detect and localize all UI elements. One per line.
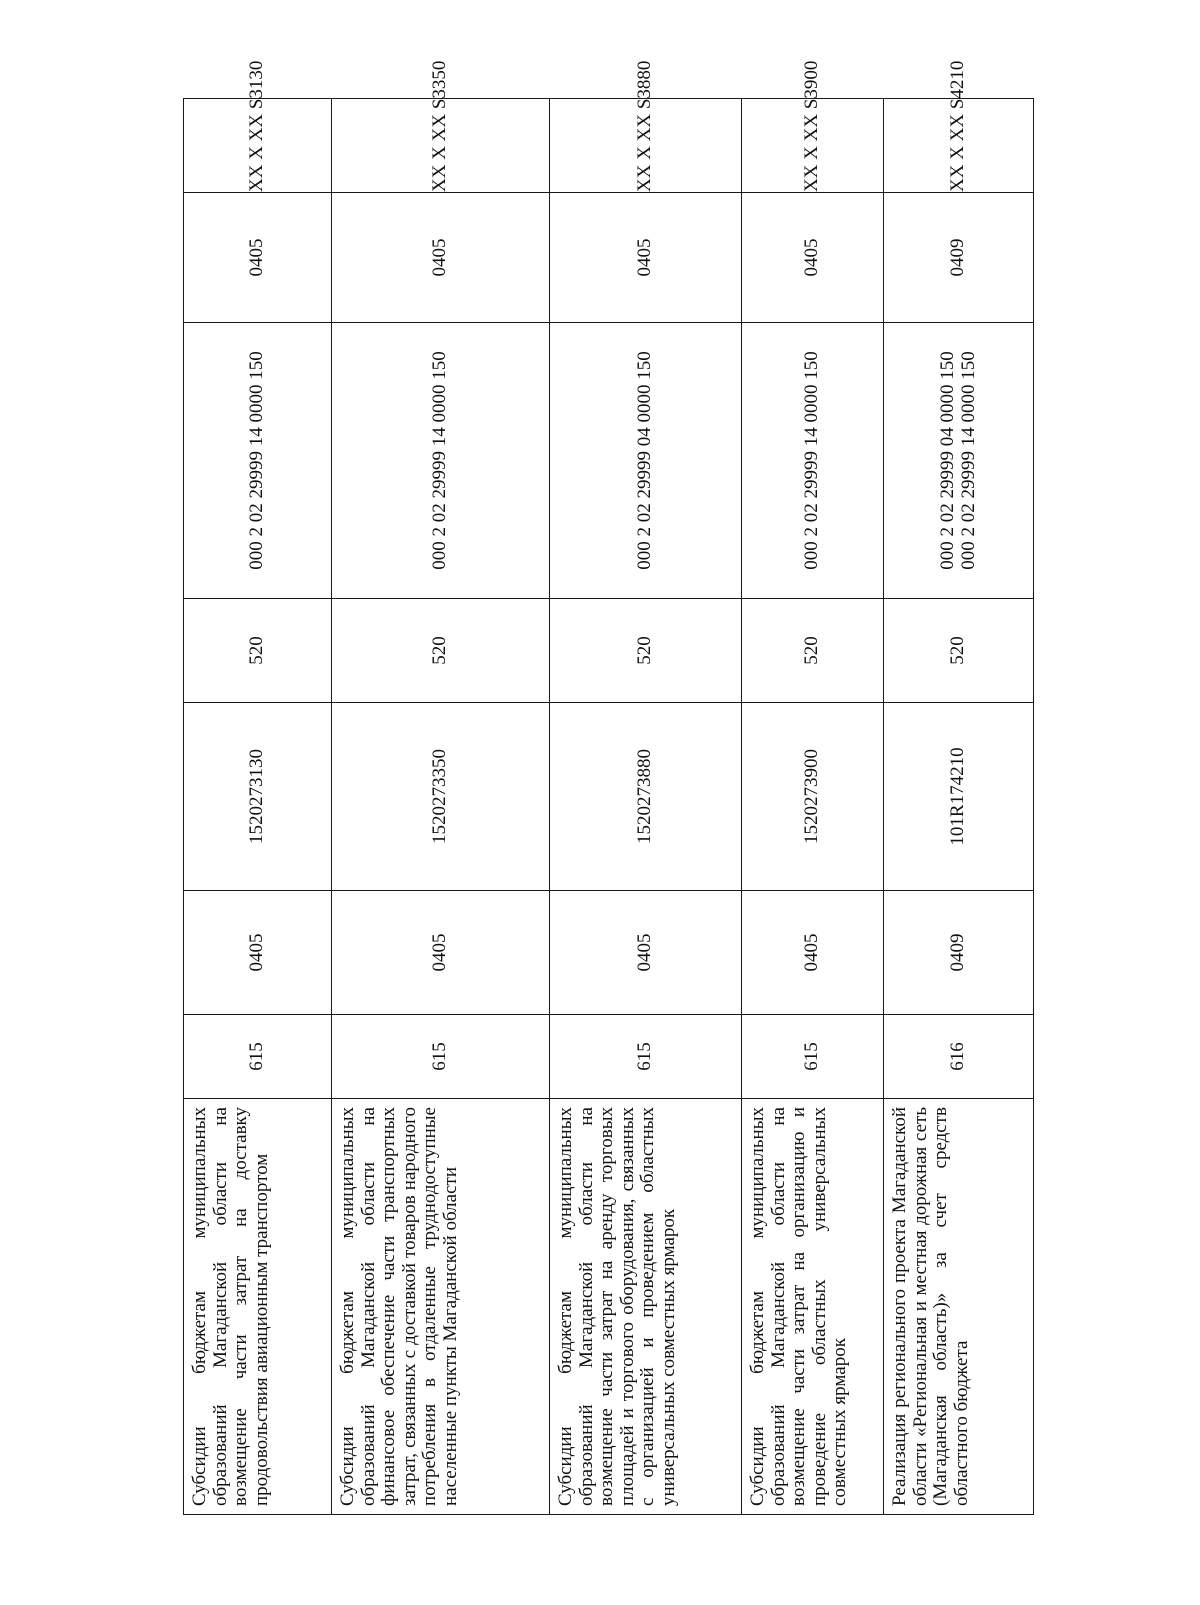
row-description: Субсидии бюджетам муниципальных образований Магаданской области на финансовое обеспечение части транспортных затрат, связанных с доставкой товаров народного потребления в отдаленные труднодоступные населенные пункты Магаданской области — [332, 1099, 550, 1515]
revenue-code-cell — [332, 323, 550, 599]
expense-type-cell: 520 — [550, 599, 742, 703]
local-target-article-cell: XX X XX S4210 — [884, 99, 1034, 193]
revenue-code-cell — [184, 323, 332, 599]
revenue-code-line: 000 2 02 29999 04 0000 150 — [634, 351, 656, 570]
revenue-code-line: 000 2 02 29999 14 0000 150 — [429, 351, 451, 570]
target-article-cell: 101R174210 — [884, 703, 1034, 891]
table-row — [742, 99, 884, 1515]
target-article-cell: 1520273900 — [742, 703, 884, 891]
admin-code-cell: 615 — [742, 1015, 884, 1099]
target-article-cell: 1520273130 — [184, 703, 332, 891]
section-code-cell: 0405 — [742, 891, 884, 1015]
revenue-code-line: 000 2 02 29999 14 0000 150 — [246, 351, 268, 570]
table-row — [184, 99, 332, 1515]
table-row — [550, 99, 742, 1515]
table-row — [332, 99, 550, 1515]
row-description: Субсидии бюджетам муниципальных образований Магаданской области на возмещение части затрат на доставку продовольствия авиационным транспортом — [184, 1099, 332, 1515]
section-code-cell: 0405 — [332, 891, 550, 1015]
admin-code-cell: 615 — [332, 1015, 550, 1099]
revenue-code-line: 000 2 02 29999 14 0000 150 — [957, 351, 979, 570]
revenue-code-line: 000 2 02 29999 04 0000 150 — [936, 351, 958, 570]
local-section-code-cell: 0405 — [550, 193, 742, 323]
local-section-code-cell: 0405 — [742, 193, 884, 323]
row-description: Субсидии бюджетам муниципальных образований Магаданской области на возмещение части затрат на аренду торговых площадей и торгового оборудования, связанных с организацией и проведением областных универсальных совместных ярмарок — [550, 1099, 742, 1515]
expense-type-cell: 520 — [742, 599, 884, 703]
section-code-cell: 0405 — [184, 891, 332, 1015]
expense-type-cell: 520 — [184, 599, 332, 703]
local-target-article-cell: XX X XX S3900 — [742, 99, 884, 193]
local-target-article-cell: XX X XX S3350 — [332, 99, 550, 193]
revenue-code-cell — [884, 323, 1034, 599]
row-description: Реализация регионального проекта Магаданской области «Региональная и местная дорожная сеть (Магаданская область)» за счет средств областного бюджета — [884, 1099, 1034, 1515]
expense-type-cell: 520 — [884, 599, 1034, 703]
section-code-cell: 0409 — [884, 891, 1034, 1015]
subsidy-table — [183, 60, 1034, 1515]
local-section-code-cell: 0405 — [184, 193, 332, 323]
local-target-article-cell: XX X XX S3880 — [550, 99, 742, 193]
local-section-code-cell: 0405 — [332, 193, 550, 323]
revenue-code-line: 000 2 02 29999 14 0000 150 — [801, 351, 823, 570]
admin-code-cell: 615 — [550, 1015, 742, 1099]
revenue-code-cell — [550, 323, 742, 599]
row-description: Субсидии бюджетам муниципальных образований Магаданской области на возмещение части затрат на организацию и проведение областных универсальных совместных ярмарок — [742, 1099, 884, 1515]
revenue-code-cell — [742, 323, 884, 599]
rotated-page-content — [183, 60, 1033, 1515]
table-row — [884, 99, 1034, 1515]
local-section-code-cell: 0409 — [884, 193, 1034, 323]
target-article-cell: 1520273350 — [332, 703, 550, 891]
local-target-article-cell: XX X XX S3130 — [184, 99, 332, 193]
admin-code-cell: 616 — [884, 1015, 1034, 1099]
expense-type-cell: 520 — [332, 599, 550, 703]
target-article-cell: 1520273880 — [550, 703, 742, 891]
admin-code-cell: 615 — [184, 1015, 332, 1099]
section-code-cell: 0405 — [550, 891, 742, 1015]
